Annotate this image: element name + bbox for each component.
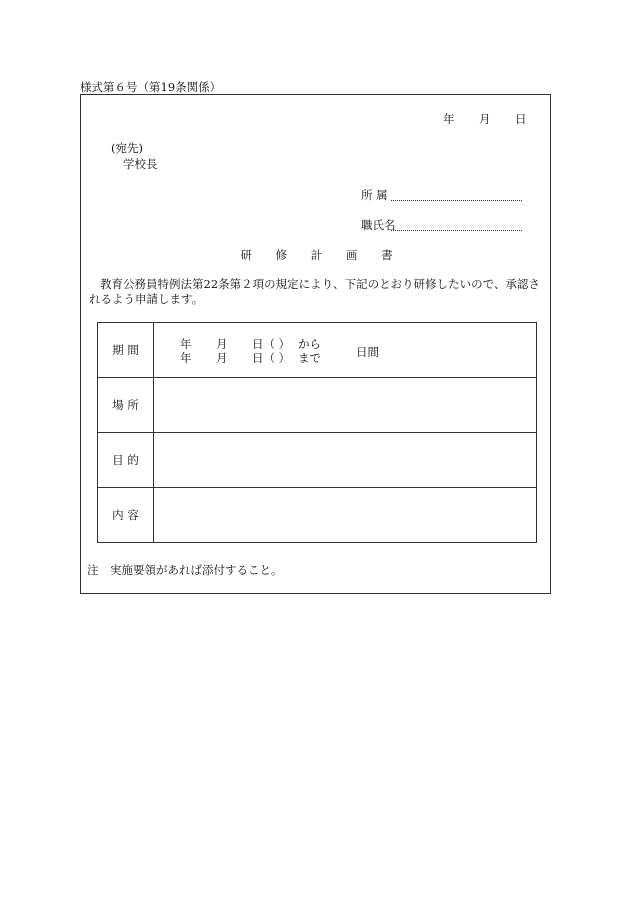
document-title bbox=[81, 247, 552, 263]
title-char: 画 bbox=[345, 248, 358, 262]
content-row bbox=[98, 488, 537, 543]
from-year: 年 bbox=[180, 337, 192, 351]
period-days-label: 日間 bbox=[356, 345, 379, 359]
title-char: 研 bbox=[240, 248, 252, 262]
application-statement: 教育公務員特例法第22条第２項の規定により、下記のとおり研修したいので、承認されるよう申請します。 bbox=[89, 277, 540, 306]
purpose-label: 目 的 bbox=[98, 433, 154, 488]
date-day: 日 bbox=[515, 112, 527, 126]
form-number: 様式第６号（第19条関係） bbox=[80, 80, 222, 94]
addressee-label: (宛先) bbox=[111, 141, 143, 155]
period-row bbox=[98, 323, 537, 378]
name-label: 職氏名 bbox=[361, 218, 396, 232]
addressee-name: 学校長 bbox=[123, 157, 158, 171]
training-plan-table bbox=[97, 322, 537, 543]
location-label: 場 所 bbox=[98, 378, 154, 433]
period-field[interactable] bbox=[154, 323, 537, 378]
from-suffix: から bbox=[298, 337, 321, 351]
to-month: 月 bbox=[216, 351, 228, 365]
date-year: 年 bbox=[443, 112, 455, 126]
purpose-field[interactable] bbox=[154, 433, 537, 488]
purpose-row bbox=[98, 433, 537, 488]
content-field[interactable] bbox=[154, 488, 537, 543]
to-day: 日（ ） bbox=[252, 351, 291, 365]
location-field[interactable] bbox=[154, 378, 537, 433]
title-char: 書 bbox=[381, 248, 393, 262]
from-month: 月 bbox=[216, 337, 228, 351]
content-label: 内 容 bbox=[98, 488, 154, 543]
name-field[interactable] bbox=[391, 230, 522, 231]
title-char: 計 bbox=[310, 248, 323, 262]
application-form bbox=[80, 94, 551, 594]
from-day: 日（ ） bbox=[252, 337, 291, 351]
period-label: 期 間 bbox=[98, 323, 154, 378]
date-month: 月 bbox=[479, 112, 491, 126]
affiliation-label: 所 属 bbox=[361, 188, 388, 202]
attachment-note: 注 実施要領があれば添付すること。 bbox=[87, 563, 283, 577]
title-char: 修 bbox=[275, 248, 288, 262]
location-row bbox=[98, 378, 537, 433]
to-year: 年 bbox=[180, 351, 192, 365]
to-suffix: まで bbox=[298, 351, 321, 365]
affiliation-field[interactable] bbox=[391, 200, 522, 201]
